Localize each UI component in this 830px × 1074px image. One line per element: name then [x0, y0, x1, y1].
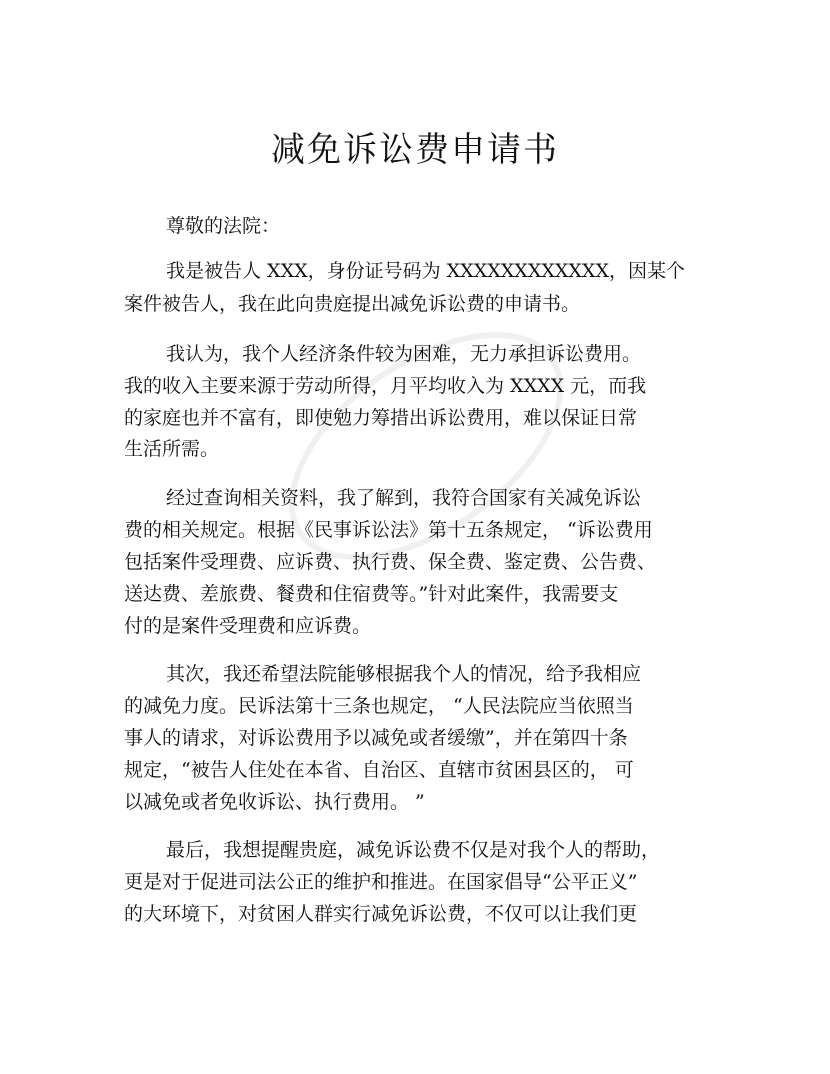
paragraph-3-line-1: 经过查询相关资料，我了解到，我符合国家有关减免诉讼: [166, 487, 642, 509]
document-title: 减免诉讼费申请书: [271, 130, 559, 170]
paragraph-2-line-4: 生活所需。: [124, 438, 220, 460]
paragraph-1-line-1: 我是被告人 XXX，身份证号码为 XXXXXXXXXXXX，因某个: [166, 260, 685, 282]
paragraph-3-line-2: 费的相关规定。根据《民事诉讼法》第十五条规定， “诉讼费用: [124, 519, 653, 541]
salutation: 尊敬的法院：: [166, 215, 281, 237]
paragraph-1-line-2: 案件被告人，我在此向贵庭提出减免诉讼费的申请书。: [124, 293, 581, 315]
paragraph-3-line-5: 付的是案件受理费和应诉费。: [124, 615, 372, 637]
paragraph-5-line-3: 的大环境下，对贫困人群实行减免诉讼费，不仅可以让我们更: [124, 903, 638, 925]
paragraph-2-line-3: 的家庭也并不富有，即使勉力筹措出诉讼费用，难以保证日常: [124, 407, 638, 429]
paragraph-4-line-1: 其次，我还希望法院能够根据我个人的情况，给予我相应: [166, 663, 642, 685]
paragraph-2-line-2: 我的收入主要来源于劳动所得，月平均收入为 XXXX 元，而我: [124, 375, 647, 397]
paragraph-4-line-5: 以减免或者免收诉讼、执行费用。 ”: [124, 791, 425, 813]
paragraph-5-line-1: 最后，我想提醒贵庭，减免诉讼费不仅是对我个人的帮助，: [166, 839, 661, 861]
paragraph-4-line-3: 事人的请求，对诉讼费用予以减免或者缓缴”，并在第四十条: [124, 727, 628, 749]
paragraph-3-line-4: 送达费、差旅费、餐费和住宿费等。”针对此案件，我需要支: [124, 583, 619, 605]
paragraph-4-line-4: 规定，“被告人住处在本省、自治区、直辖市贫困县区的， 可: [124, 759, 634, 781]
paragraph-4-line-2: 的减免力度。民诉法第十三条也规定， “人民法院应当依照当: [124, 695, 634, 717]
paragraph-3-line-3: 包括案件受理费、应诉费、执行费、保全费、鉴定费、公告费、: [124, 551, 657, 573]
paragraph-2-line-1: 我认为，我个人经济条件较为困难，无力承担诉讼费用。: [166, 343, 642, 365]
paragraph-5-line-2: 更是对于促进司法公正的维护和推进。在国家倡导“公平正义”: [124, 871, 638, 893]
